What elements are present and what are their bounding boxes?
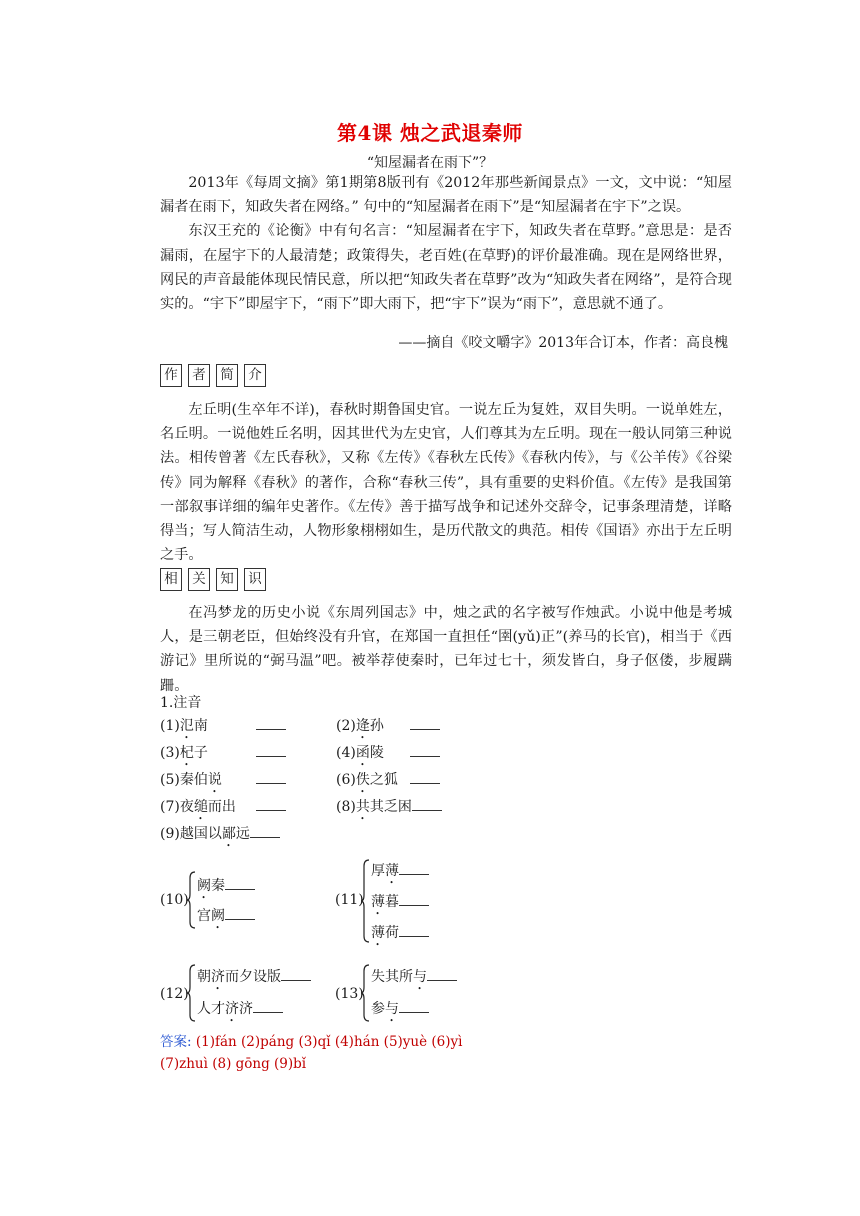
heading-char: 关 <box>188 568 210 591</box>
brace-icon <box>361 858 371 944</box>
answer-blank[interactable] <box>427 966 457 981</box>
heading-char: 简 <box>216 364 238 387</box>
exercise-item: 人才济济 <box>197 998 283 1025</box>
group-number: (13) <box>335 986 364 1002</box>
author-paragraph: 左丘明(生卒年不详)，春秋时期鲁国史官。一说左丘为复姓，双目失明。一说单姓左，名丘明。一说他姓丘名明，因其世代为左史官，人们尊其为左丘明。现在一般认同第三种说法。相传曾著《左氏春秋》，又称《左传》《春秋左氏传》《春秋内传》，与《公羊传》《谷梁传》同为解释《春秋》的著作，合称“春秋三传”，具有重要的史料价值。《左传》是我国第一部叙事详细的编年史著作。《左传》善于描写战争和记述外交辞令，记事条理清楚，详略得当；写人简洁生动，人物形象栩栩如生，是历代散文的典范。相传《国语》亦出于左丘明之手。 <box>160 402 732 564</box>
related-section-heading <box>160 568 266 591</box>
exercise-item: 失其所与 <box>371 966 457 993</box>
exercise-item: (5)秦伯说 <box>160 769 286 796</box>
heading-char: 相 <box>160 568 182 591</box>
answer-blank[interactable] <box>253 998 283 1013</box>
answer-blank[interactable] <box>410 715 440 730</box>
answer-blank[interactable] <box>256 742 286 757</box>
intro-paragraph-1: 2013年《每周文摘》第1期第8版刊有《2012年那些新闻景点》一文，文中说：“知屋漏者在雨下，知政失者在网络。” 句中的“知屋漏者在雨下”是“知屋漏者在宇下”之误。 <box>160 175 732 216</box>
exercise-item: 厚薄 <box>371 860 429 887</box>
answer-line-1 <box>160 1031 462 1053</box>
exercise-item: (8)共其乏困 <box>336 796 442 823</box>
exercise-item: 朝济而夕设版 <box>197 966 311 993</box>
group-number: (11) <box>335 892 364 908</box>
author-text <box>160 398 732 567</box>
answer-blank[interactable] <box>250 823 280 838</box>
exercise-item: (2)逄孙 <box>336 715 440 742</box>
group-number: (10) <box>160 892 189 908</box>
answer-blank[interactable] <box>225 905 255 920</box>
exercise-item: (3)杞子 <box>160 742 286 769</box>
heading-char: 识 <box>244 568 266 591</box>
related-text <box>160 601 732 698</box>
brace-icon <box>187 963 197 1023</box>
answer-blank[interactable] <box>399 998 429 1013</box>
answer-blank[interactable] <box>410 769 440 784</box>
answer-blank[interactable] <box>410 742 440 757</box>
exercise-item: (4)函陵 <box>336 742 440 769</box>
heading-char: 者 <box>188 364 210 387</box>
exercise-item: (6)佚之狐 <box>336 769 440 796</box>
exercise-heading: 1.注音 <box>160 695 202 711</box>
answer-blank[interactable] <box>256 769 286 784</box>
answer-line-2: (7)zhuì (8) gōng (9)bǐ <box>160 1056 307 1072</box>
intro-paragraph-2: 东汉王充的《论衡》中有句名言：“知屋漏者在宇下，知政失者在草野。”意思是：是否漏雨，在屋宇下的人最清楚；政策得失，老百姓(在草野)的评价最准确。现在是网络世界，网民的声音最能体现民情民意，所以把“知政失者在草野”改为“知政失者在网络”，是符合现实的。“宇下”即屋宇下，“雨下”即大雨下，把“宇下”误为“雨下”，意思就不通了。 <box>160 223 732 313</box>
group-number: (12) <box>160 986 189 1002</box>
answer-blank[interactable] <box>399 860 429 875</box>
answer-blank[interactable] <box>399 922 429 937</box>
heading-char: 作 <box>160 364 182 387</box>
author-section-heading <box>160 364 266 387</box>
exercise-item: 阙秦 <box>197 875 255 902</box>
exercise-item: (1)氾南 <box>160 715 286 742</box>
brace-icon <box>361 963 371 1023</box>
exercise-item: (9)越国以鄙远 <box>160 823 280 850</box>
exercise-item: (7)夜缒而出 <box>160 796 286 823</box>
heading-char: 介 <box>244 364 266 387</box>
exercise-item: 宫阙 <box>197 905 255 932</box>
brace-icon <box>187 870 197 930</box>
answer-blank[interactable] <box>256 715 286 730</box>
exercise-item: 薄暮 <box>371 891 429 918</box>
heading-char: 知 <box>216 568 238 591</box>
related-paragraph: 在冯梦龙的历史小说《东周列国志》中，烛之武的名字被写作烛武。小说中他是考城人，是三朝老臣，但始终没有升官，在郑国一直担任“圉(yǔ)正”(养马的长官)，相当于《西游记》里所说的“弼马温”吧。被举荐使秦时，已年过七十，须发皆白，身子伛偻，步履蹒跚。 <box>160 605 732 694</box>
intro-source: ——摘自《咬文嚼字》2013年合订本，作者：高良槐 <box>398 335 728 351</box>
answer-blank[interactable] <box>281 966 311 981</box>
answer-blank[interactable] <box>399 891 429 906</box>
exercise-item: 参与 <box>371 998 429 1025</box>
exercise-item: 薄荷 <box>371 922 429 949</box>
intro-text <box>160 171 732 316</box>
answer-blank[interactable] <box>225 875 255 890</box>
answer-label: 答案: <box>160 1034 192 1050</box>
intro-heading: “知屋漏者在雨下”？ <box>366 155 494 171</box>
answer-blank[interactable] <box>256 796 286 811</box>
answer-blank[interactable] <box>412 796 442 811</box>
answer-text: (1)fán (2)páng (3)qǐ (4)hán (5)yuè (6)yì <box>195 1034 463 1050</box>
lesson-title: 第4课 烛之武退秦师 <box>337 121 523 145</box>
